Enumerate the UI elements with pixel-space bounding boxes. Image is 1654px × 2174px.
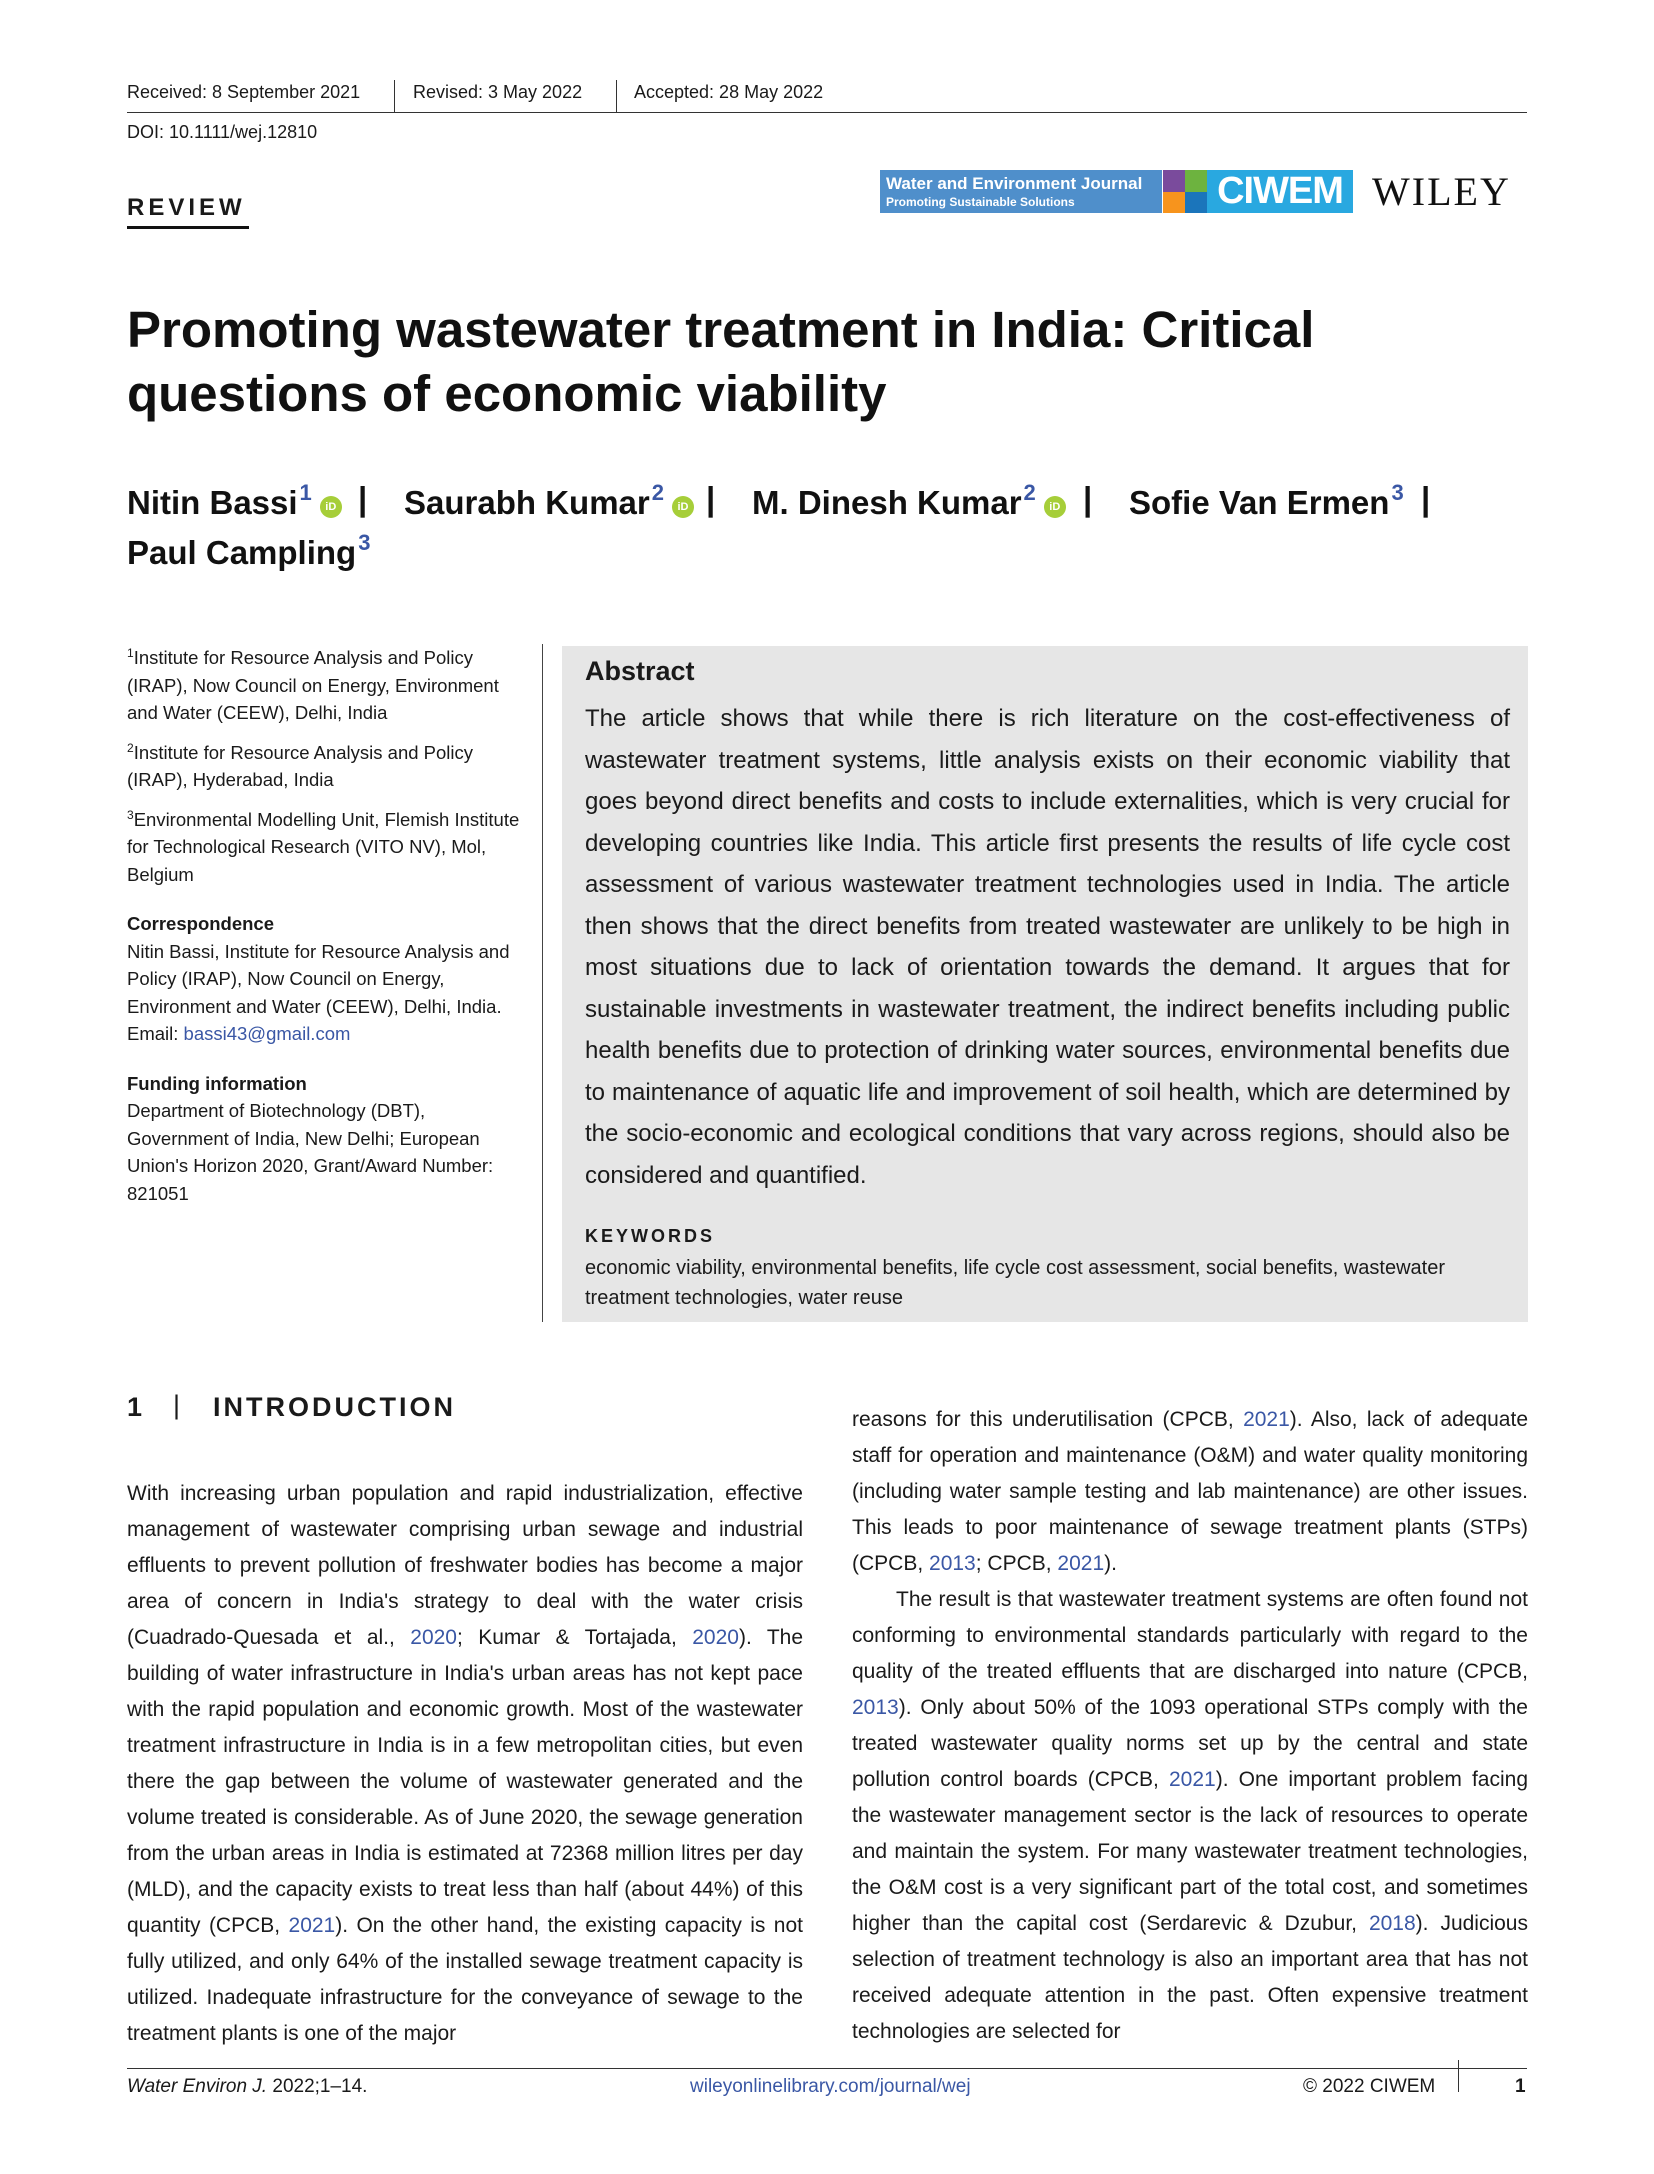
orcid-icon[interactable]: iD [1044, 496, 1066, 518]
keywords-heading: KEYWORDS [585, 1226, 716, 1246]
orcid-icon[interactable]: iD [320, 496, 342, 518]
ciwem-logo: CIWEM [1207, 170, 1353, 213]
journal-name: Water and Environment Journal [886, 174, 1143, 193]
header-rule [127, 112, 1527, 113]
paragraph: The result is that wastewater treatment systems are often found not conforming to environmental standards particularly with regard to the quality of the treated effluents that are discharged into nature (CPCB, 2013). Only about 50% of the 1093 operational STPs comply with the treated wastewater quality norms set up by the central and state pollution control boards (CPCB, 2021). One important problem facing the wastewater management sector is the lack of resources to operate and maintain the system. For many wastewater treatment technologies, the O&M cost is a very significant part of the total cost, and sometimes higher than the capital cost (Serdarevic & Dzubur, 2018). Judicious selection of treatment technology is also an important area that has not received adequate attention in the past. Often expensive treatment technologies are selected for [852, 1588, 1528, 2043]
author-separator: | [1421, 480, 1431, 517]
paragraph: reasons for this underutilisation (CPCB, 2021). Also, lack of adequate staff for operation and maintenance (O&M) and water quality monitoring (including water sample testing and lab maintenance) are other issues. This leads to poor maintenance of sewage treatment plants (STPs) (CPCB, 2013; CPCB, 2021). [852, 1408, 1528, 1575]
revised-date: Revised: 3 May 2022 [413, 82, 583, 102]
body-column-right [852, 1402, 1528, 2050]
citation-link[interactable]: 2021 [1243, 1408, 1290, 1431]
author[interactable]: Saurabh Kumar$^2$iD [404, 480, 694, 522]
journal-url[interactable]: wileyonlinelibrary.com/journal/wej [690, 2076, 971, 2097]
section-separator: | [173, 1390, 181, 1420]
doi[interactable]: DOI: 10.1111/wej.12810 [127, 122, 318, 142]
author-separator: | [358, 480, 368, 517]
funding-text: Department of Biotechnology (DBT), Government of India, New Delhi; European Union's Horizon 2020, Grant/Award Number: 821051 [127, 1100, 494, 1204]
author[interactable]: Paul Campling$^3$ [127, 530, 371, 571]
citation-link[interactable]: 2018 [1368, 1912, 1416, 1935]
wiley-logo: WILEY [1372, 169, 1511, 214]
citation-link[interactable]: 2020 [692, 1626, 739, 1649]
citation-link[interactable]: 2020 [410, 1626, 457, 1649]
article-title: Promoting wastewater treatment in India: Critical questions of economic viability [127, 301, 1315, 422]
keywords-text: economic viability, environmental benefits, life cycle cost assessment, social benefits, wastewater treatment technologies, water reuse [585, 1257, 1446, 1309]
received-date: Received: 8 September 2021 [127, 82, 361, 102]
affiliations-column [127, 640, 527, 1207]
funding-heading: Funding information [127, 1072, 307, 1094]
citation-link[interactable]: 2021 [1057, 1552, 1105, 1575]
correspondence-text: Nitin Bassi, Institute for Resource Analysis and Policy (IRAP), Now Council on Energy, Environment and Water (CEEW), Delhi, India. Email: bassi43@gmail.com [127, 940, 510, 1044]
author-separator: | [706, 480, 716, 517]
article-type-underline [127, 226, 249, 229]
citation-link[interactable]: 2021 [288, 1914, 336, 1937]
divider [616, 80, 617, 112]
affiliation: $^3$Environmental Modelling Unit, Flemish Institute for Technological Research (VITO NV), Mol, Belgium [127, 807, 520, 885]
paragraph: With increasing urban population and rapid industrialization, effective management of wastewater comprising urban sewage and industrial effluents to prevent pollution of freshwater bodies has become a major area of concern in India's strategy to deal with the water crisis (Cuadrado-Quesada et al., 2020; Kumar & Tortajada, 2020). The building of water infrastructure in India's urban areas has not kept pace with the rapid population and economic growth. Most of the wastewater treatment infrastructure in India is in a few metropolitan cities, but even there the gap between the volume of wastewater generated and the volume treated is considerable. As of June 2020, the sewage generation from the urban areas in India is estimated at 72368 million litres per day (MLD), and the capacity exists to treat less than half (about 44%) of this quantity (CPCB, 2021). On the other hand, the existing capacity is not fully utilized, and only 64% of the installed sewage treatment capacity is utilized. Inadequate infrastructure for the conveyance of sewage to the treatment plants is one of the major [127, 1482, 804, 2045]
column-divider [542, 644, 543, 1322]
footer-divider [1458, 2060, 1459, 2092]
journal-banner [880, 170, 1162, 213]
author[interactable]: Nitin Bassi$^1$iD [127, 480, 342, 522]
correspondence-heading: Correspondence [127, 913, 275, 934]
accepted-date: Accepted: 28 May 2022 [634, 82, 824, 102]
body-column-left [127, 1476, 803, 2052]
citation-link[interactable]: 2013 [852, 1696, 899, 1719]
page-number: 1 [1515, 2076, 1526, 2097]
citation-link[interactable]: 2021 [1168, 1768, 1216, 1791]
citation-link[interactable]: 2013 [929, 1552, 976, 1575]
abstract-text: The article shows that while there is rich literature on the cost-effectiveness of wastewater treatment systems, little analysis exists on their economic viability that goes beyond direct benefits and costs to include externalities, which is very crucial for developing countries like India. This article first presents the results of life cycle cost assessment of various wastewater treatment technologies used in India. The article then shows that the direct benefits from treated wastewater are unlikely to be high in most situations due to lack of orientation towards the demand. It argues that for sustainable investments in wastewater treatment, the indirect benefits including public health benefits due to protection of drinking water sources, environmental benefits due to maintenance of aquatic life and improvement of soil health, which are determined by the socio-economic and ecological conditions that vary across regions, should also be considered and quantified. [585, 705, 1510, 1189]
journal-color-blocks [1163, 170, 1207, 213]
section-title: INTRODUCTION [213, 1392, 456, 1422]
journal-citation: Water Environ J. 2022;1–14. [127, 2076, 368, 2097]
affiliation: $^1$Institute for Resource Analysis and Policy (IRAP), Now Council on Energy, Environment and Water (CEEW), Delhi, India [127, 646, 499, 723]
copyright: © 2022 CIWEM [1303, 2076, 1436, 2097]
divider [394, 80, 395, 112]
footer-rule [127, 2068, 1527, 2069]
journal-tagline: Promoting Sustainable Solutions [886, 195, 1075, 209]
author[interactable]: M. Dinesh Kumar$^2$iD [752, 480, 1066, 522]
email-link[interactable]: bassi43@gmail.com [183, 1023, 351, 1044]
section-number: 1 [127, 1392, 143, 1422]
affiliation: $^2$Institute for Resource Analysis and Policy (IRAP), Hyderabad, India [127, 740, 474, 790]
orcid-icon[interactable]: iD [672, 496, 694, 518]
author-separator: | [1083, 480, 1093, 517]
author[interactable]: Sofie Van Ermen$^3$ [1129, 480, 1404, 521]
article-history [127, 82, 1527, 112]
abstract-heading: Abstract [585, 656, 695, 686]
article-type: REVIEW [127, 194, 246, 221]
